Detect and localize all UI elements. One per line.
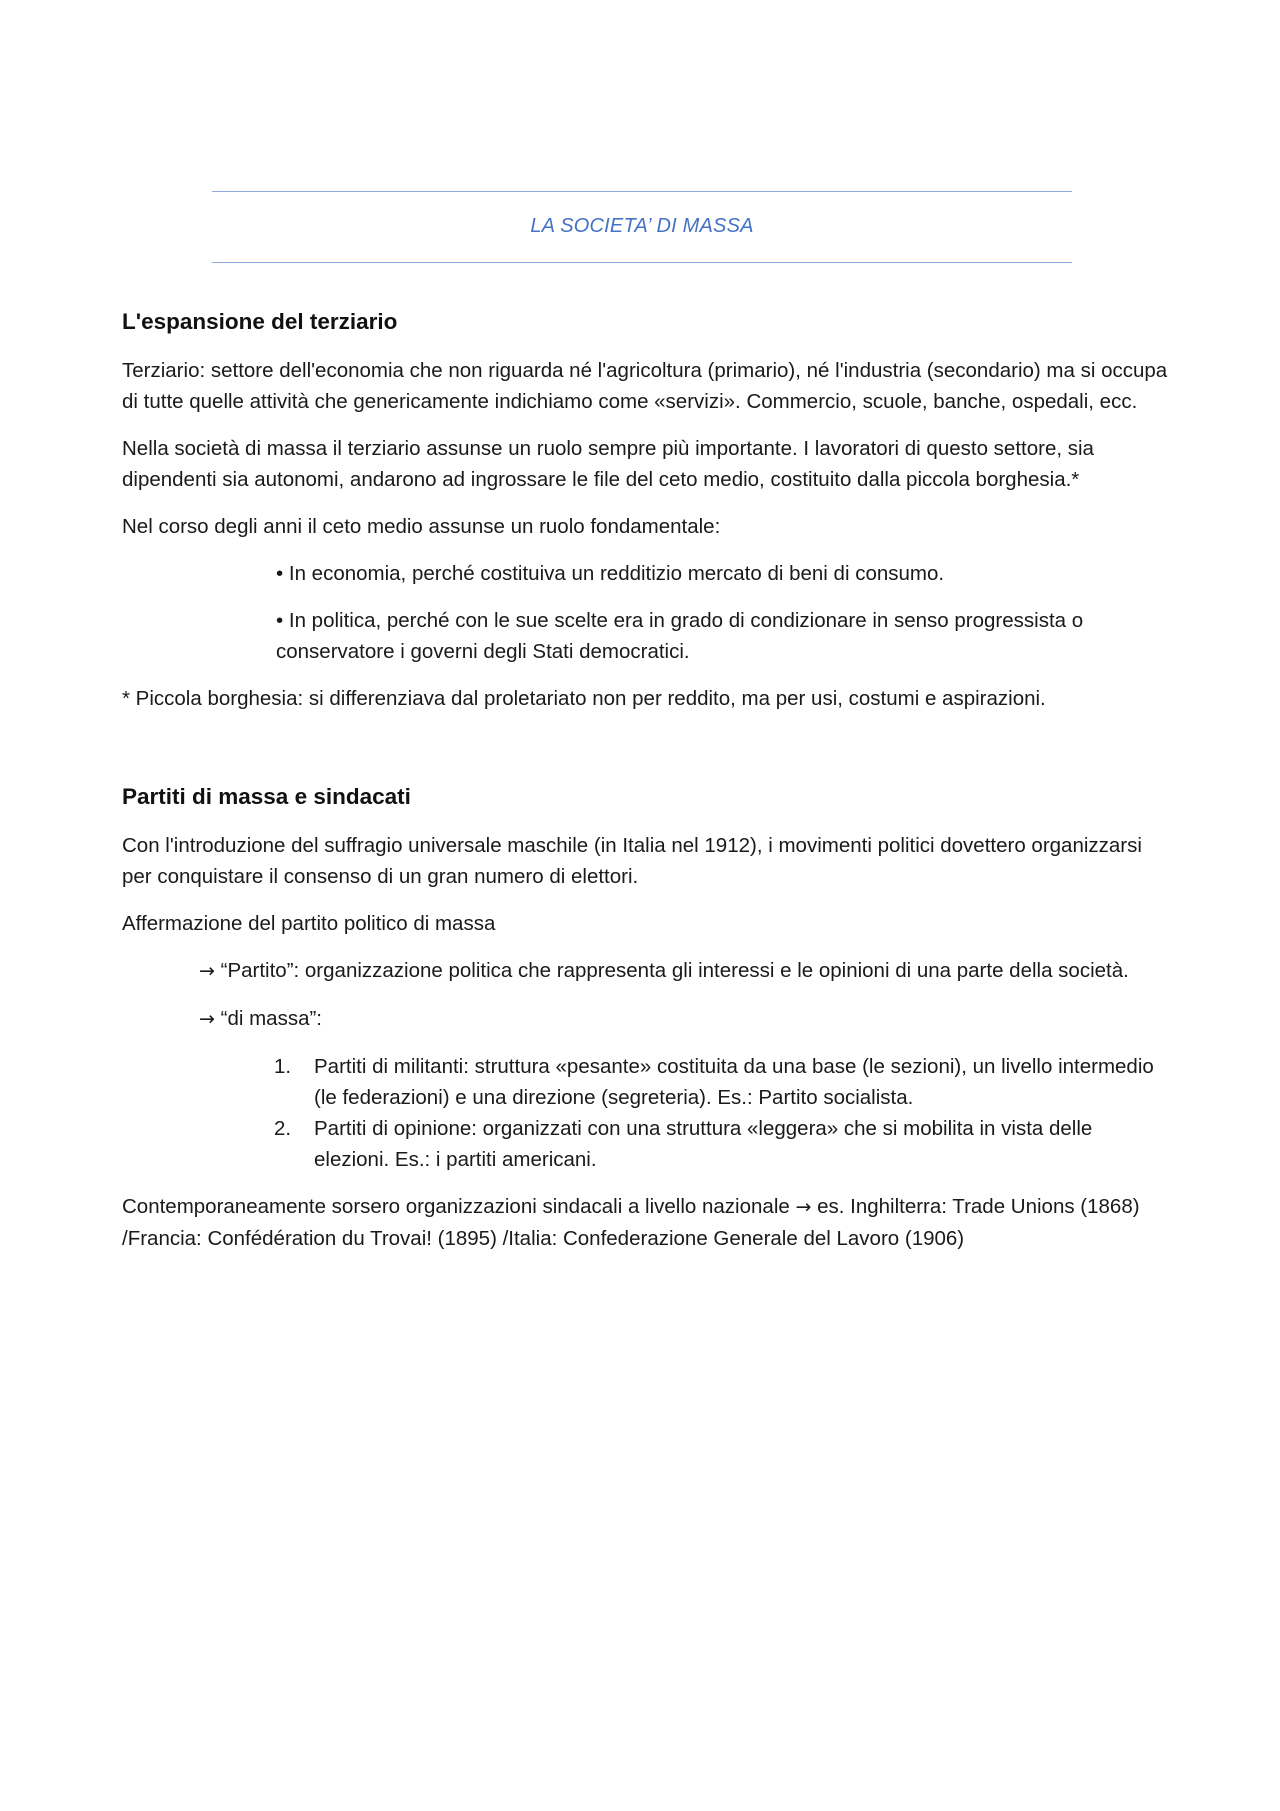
- section-heading-partiti: Partiti di massa e sindacati: [122, 784, 411, 809]
- paragraph-affermazione: Affermazione del partito politico di massa: [122, 912, 496, 935]
- arrow-item-partito: [199, 955, 1172, 987]
- arrow-right-icon: →: [199, 1008, 215, 1030]
- list-item-text: Partiti di militanti: struttura «pesante» costituita da una base (le sezioni), un livello intermedio (le federazioni) e una direzione (segreteria). Es.: Partito socialista.: [314, 1055, 1154, 1109]
- paragraph-sindacati: [122, 1191, 1172, 1254]
- paragraph-terziario-definition: Terziario: settore dell'economia che non riguarda né l'agricoltura (primario), né l'industria (secondario) ma si occupa di tutte quelle attività che genericamente indichiamo come «servizi». Commercio, scuole, banche, ospedali, ecc.: [122, 359, 1168, 413]
- arrow-item-di-massa: [199, 1003, 1172, 1035]
- numbered-list-item: [274, 1051, 1172, 1113]
- title-bottom-rule: [212, 262, 1072, 263]
- document-title: LA SOCIETA’ DI MASSA: [530, 215, 754, 237]
- arrow-item-text: “di massa”:: [214, 1007, 322, 1030]
- arrow-right-icon: →: [795, 1196, 812, 1218]
- list-item-text: Partiti di opinione: organizzati con una struttura «leggera» che si mobilita in vista delle elezioni. Es.: i partiti americani.: [314, 1117, 1093, 1171]
- footnote-piccola-borghesia: * Piccola borghesia: si differenziava dal proletariato non per reddito, ma per usi, costumi e aspirazioni.: [122, 687, 1046, 710]
- section-spacer: [122, 730, 1172, 782]
- list-number: 2.: [274, 1117, 292, 1140]
- numbered-list-item: [274, 1113, 1172, 1175]
- section-heading-terziario: L'espansione del terziario: [122, 309, 398, 334]
- arrow-item-text: “Partito”: organizzazione politica che rappresenta gli interessi e le opinioni di una parte della società.: [214, 959, 1129, 982]
- document-body: [122, 307, 1172, 1270]
- paragraph-terziario-role: Nella società di massa il terziario assunse un ruolo sempre più importante. I lavoratori di questo settore, sia dipendenti sia autonomi, andarono ad ingrossare le file del ceto medio, costituito dalla piccola borghesia.*: [122, 437, 1094, 491]
- numbered-list: [122, 1051, 1172, 1175]
- bullet-item: • In politica, perché con le sue scelte era in grado di condizionare in senso progressista o conservatore i governi degli Stati democratici.: [276, 609, 1084, 663]
- sindacati-text-end: es. Inghilterra: Trade Unions (1868) /Francia: Confédération du Trovai! (1895) /Italia: Confederazione Generale del Lavoro (1906): [122, 1195, 1140, 1250]
- bullet-item: • In economia, perché costituiva un redditizio mercato di beni di consumo.: [276, 562, 945, 585]
- paragraph-suffragio: Con l'introduzione del suffragio universale maschile (in Italia nel 1912), i movimenti politici dovettero organizzarsi per conquistare il consenso di un gran numero di elettori.: [122, 834, 1142, 888]
- arrow-right-icon: →: [199, 960, 215, 982]
- title-block: [212, 191, 1072, 263]
- sindacati-text-start: Contemporaneamente sorsero organizzazioni sindacali a livello nazionale: [122, 1195, 796, 1218]
- paragraph-ceto-medio: Nel corso degli anni il ceto medio assunse un ruolo fondamentale:: [122, 515, 721, 538]
- list-number: 1.: [274, 1055, 292, 1078]
- title-top-rule: [212, 191, 1072, 192]
